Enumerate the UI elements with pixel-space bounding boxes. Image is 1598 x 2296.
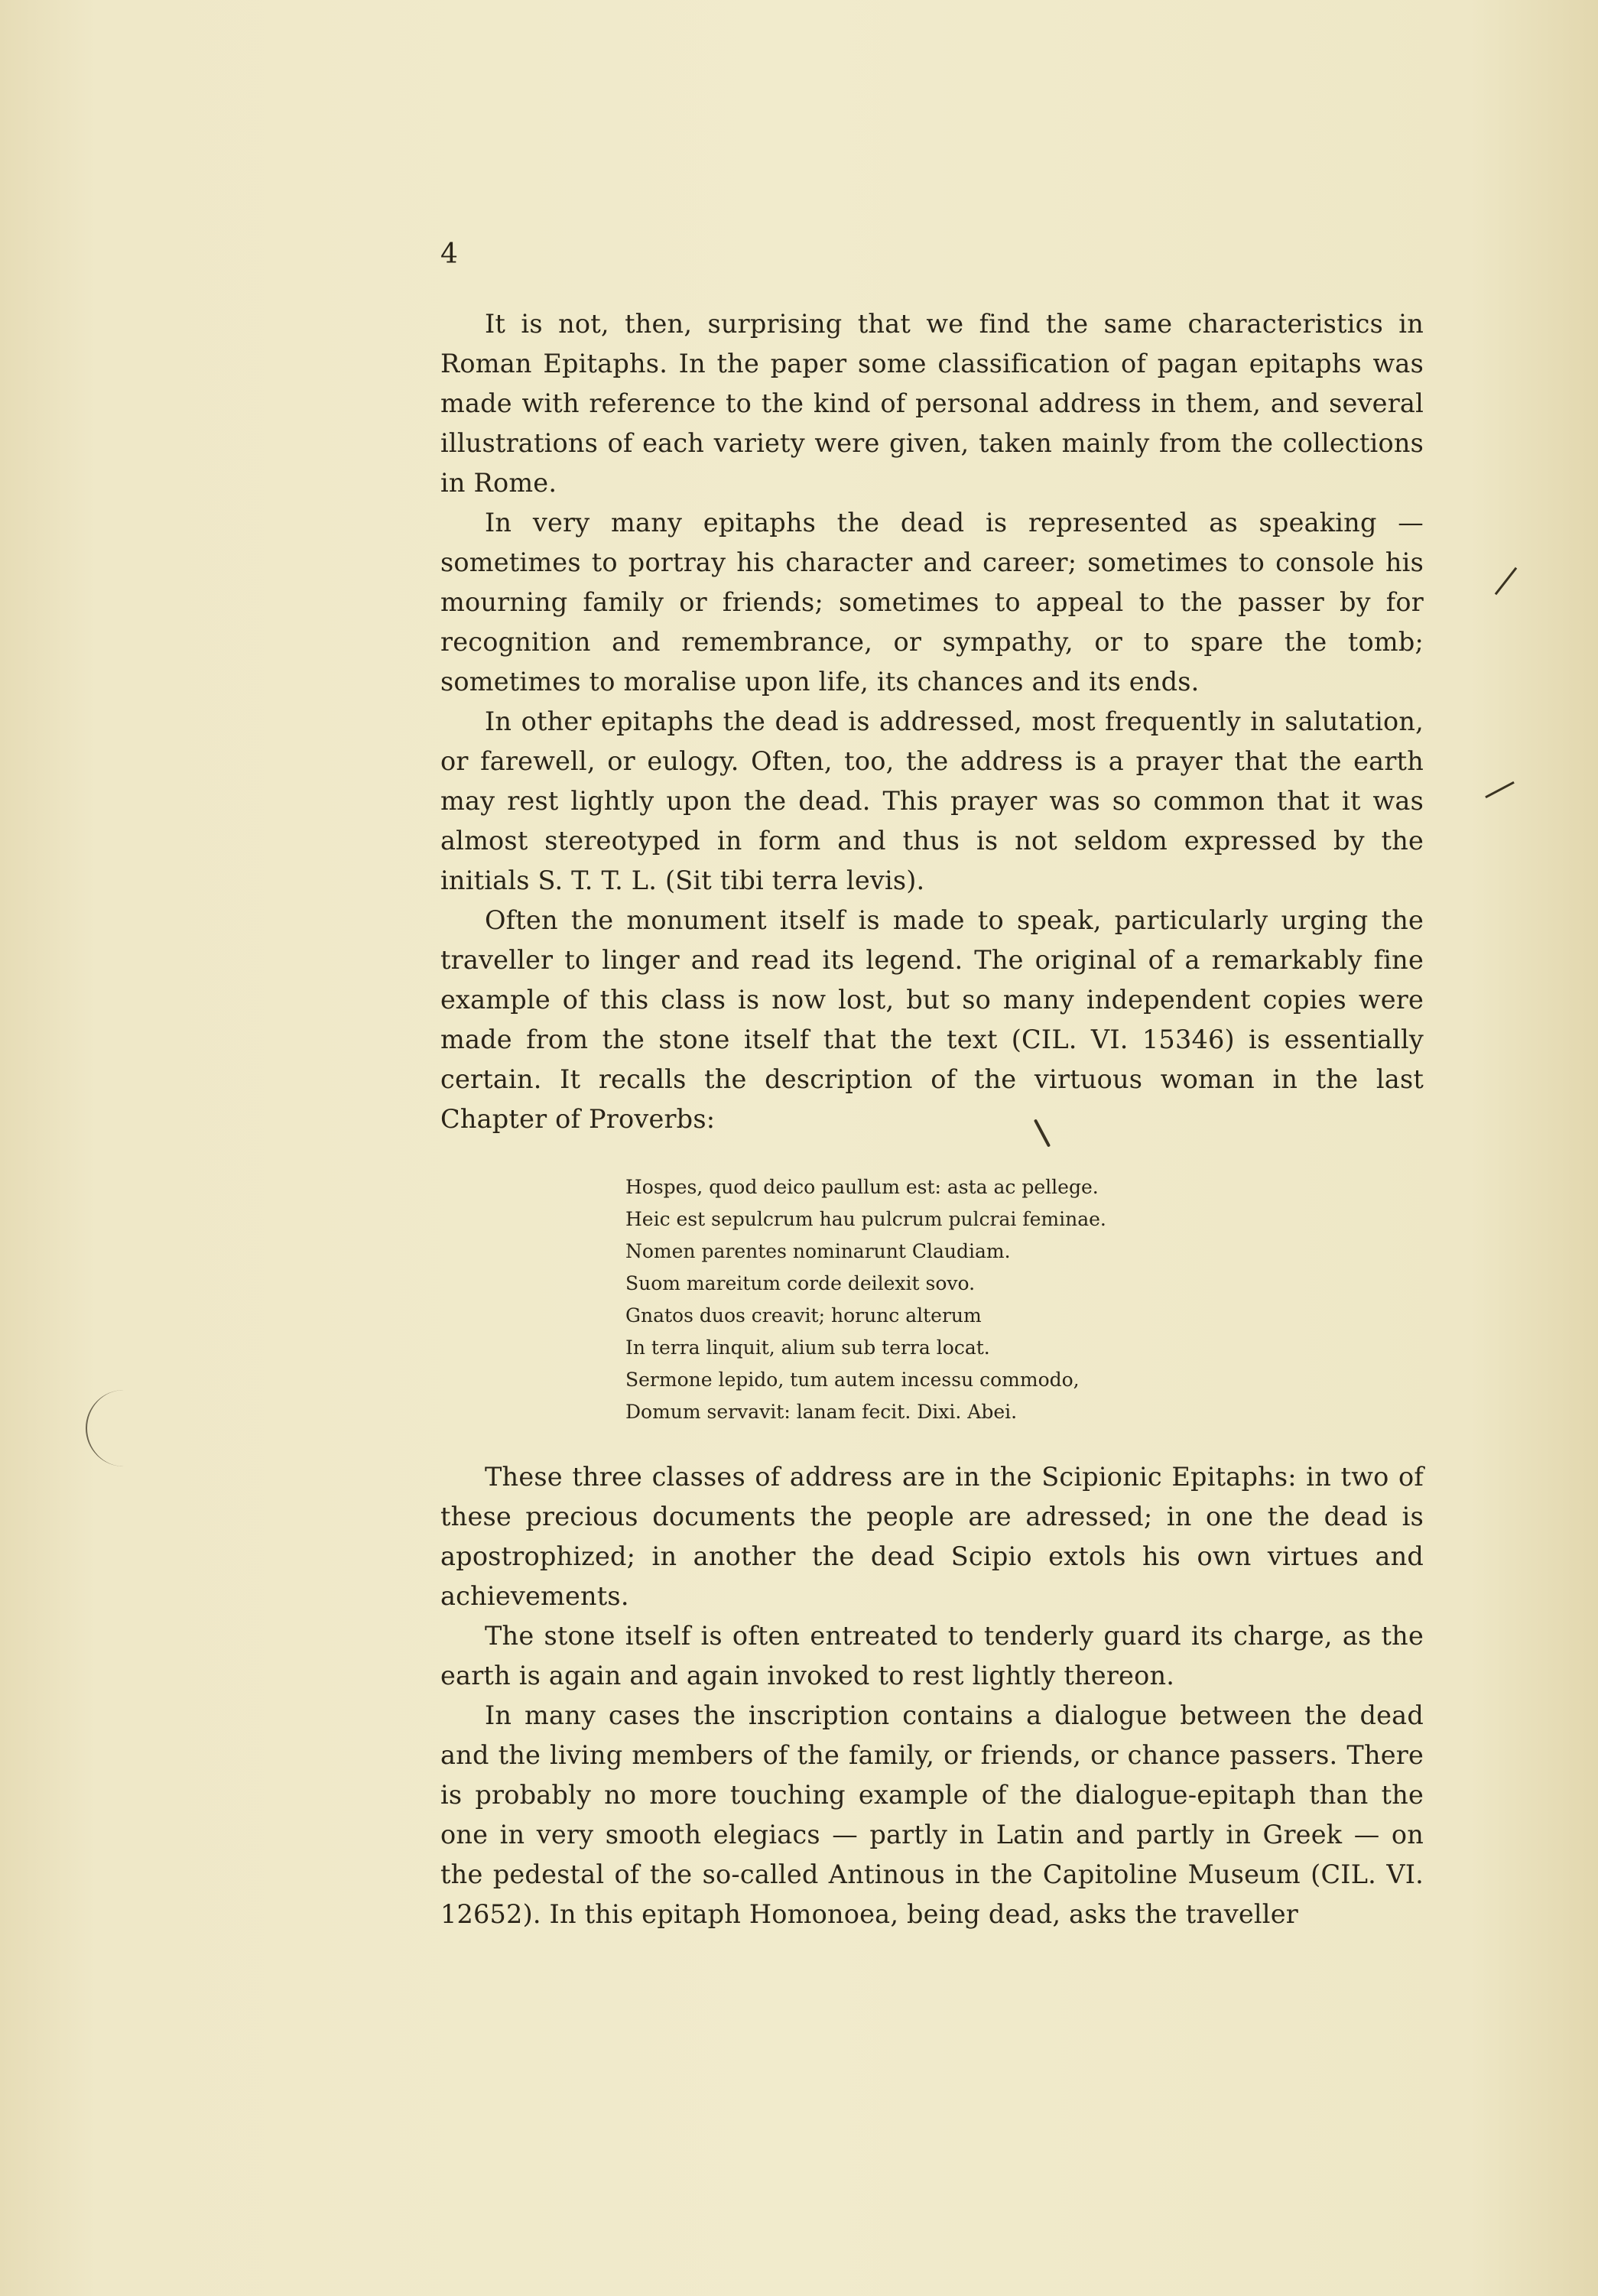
latin-verse-quotation [625,1171,1106,1428]
margin-arc-mark [86,1390,133,1466]
verse-line: In terra linquit, alium sub terra locat. [625,1336,990,1359]
page-number: 4 [440,239,458,270]
margin-pencil-mark [1485,781,1514,798]
paragraph: It is not, then, surprising that we find the same characteristics in Roman Epitaphs. In the paper some classification of pagan epitaphs was made with reference to the kind of personal address in them, and several illustrations of each variety were given, taken mainly from the collections in Rome. [440,309,1424,498]
verse-line: Gnatos duos creavit; horunc alterum [625,1304,982,1327]
paragraph: These three classes of address are in the Scipionic Epitaphs: in two of these precious documents the people are adressed; in one the dead is apostrophized; in another the dead Scipio extols his own virtues and achievements. [440,1462,1424,1611]
text-block-bottom [440,1457,1424,1934]
verse-line: Suom mareitum corde deilexit sovo. [625,1272,976,1294]
paragraph: Often the monument itself is made to speak, particularly urging the traveller to linger and read its legend. The original of a remarkably fine example of this class is now lost, but so many independent copies were made from the stone itself that the text (CIL. VI. 15346) is essentially certain. It recalls the description of the virtuous woman in the last Chapter of Proverbs: [440,905,1424,1134]
margin-pencil-mark [1495,567,1517,596]
verse-line: Hospes, quod deico paullum est: asta ac pellege. [625,1176,1099,1198]
verse-line: Sermone lepido, tum autem incessu commodo, [625,1369,1080,1391]
text-block-top [440,304,1424,1139]
verse-line: Nomen parentes nominarunt Claudiam. [625,1240,1011,1262]
paragraph: In very many epitaphs the dead is represented as speaking — sometimes to portray his character and career; sometimes to console his mourning family or friends; sometimes to appeal to the passer by for recognition and remembrance, or sympathy, or to spare the tomb; sometimes to moralise upon life, its chances and its ends. [440,508,1424,697]
paragraph: The stone itself is often entreated to tenderly guard its charge, as the earth is again and again invoked to rest lightly thereon. [440,1621,1424,1690]
verse-line: Domum servavit: lanam fecit. Dixi. Abei. [625,1401,1018,1423]
paragraph: In many cases the inscription contains a dialogue between the dead and the living members of the family, or friends, or chance passers. There is probably no more touching example of the dialogue-epitaph than the one in very smooth elegiacs — partly in Latin and partly in Greek — on the pedestal of the so-called Antinous in the Capitoline Museum (CIL. VI. 12652). In this epitaph Homonoea, being dead, asks the traveller [440,1700,1424,1929]
paragraph: In other epitaphs the dead is addressed, most frequently in salutation, or farewell, or eulogy. Often, too, the address is a prayer that the earth may rest lightly upon the dead. This prayer was so common that it was almost stereotyped in form and thus is not seldom expressed by the initials S. T. T. L. (Sit tibi terra levis). [440,706,1424,895]
verse-line: Heic est sepulcrum hau pulcrum pulcrai feminae. [625,1208,1106,1230]
